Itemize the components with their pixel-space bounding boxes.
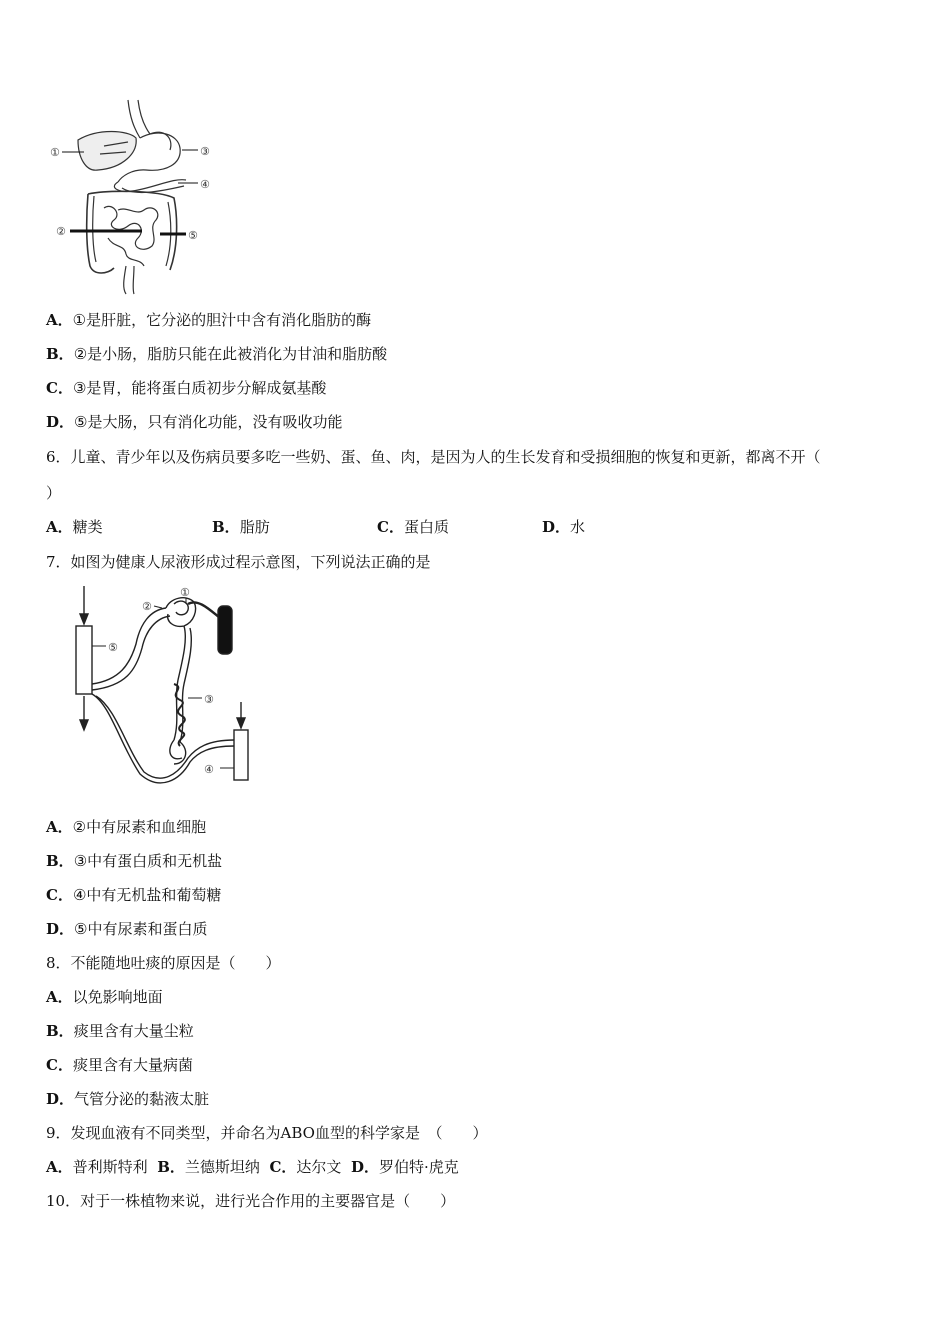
q9-option-c[interactable]: C．达尔文: [269, 1158, 342, 1176]
q6-option-c[interactable]: C．蛋白质: [377, 518, 449, 536]
nephron-label-5: ⑤: [108, 641, 118, 654]
q9-stem: 9．发现血液有不同类型，并命名为ABO血型的科学家是 （ ）: [46, 1124, 488, 1142]
q5-option-d[interactable]: D．⑤是大肠，只有消化功能，没有吸收功能: [46, 413, 343, 431]
figure-label-5: ⑤: [188, 229, 198, 242]
nephron-label-3: ③: [204, 693, 214, 706]
q7-option-a[interactable]: A．②中有尿素和血细胞: [46, 818, 207, 836]
q6-stem-end: ）: [46, 484, 62, 502]
q6-option-b[interactable]: B．脂肪: [212, 518, 270, 536]
q7-option-d[interactable]: D．⑤中有尿素和蛋白质: [46, 920, 208, 938]
q8-option-d[interactable]: D．气管分泌的黏液太脏: [46, 1090, 210, 1108]
figure-label-1: ①: [50, 146, 60, 159]
figure-label-2: ②: [56, 225, 66, 238]
q6-option-a[interactable]: A．糖类: [46, 518, 103, 536]
q5-option-a[interactable]: A．①是肝脏，它分泌的胆汁中含有消化脂肪的酶: [46, 311, 372, 329]
q9-option-d[interactable]: D．罗伯特·虎克: [350, 1158, 459, 1176]
q6-options: [46, 517, 585, 537]
q8-stem: 8．不能随地吐痰的原因是（ ）: [46, 954, 281, 972]
q10-stem: 10．对于一株植物来说，进行光合作用的主要器官是（ ）: [46, 1192, 456, 1210]
q8-option-a[interactable]: A．以免影响地面: [46, 988, 163, 1006]
q9-option-b[interactable]: B．兰德斯坦纳: [157, 1158, 260, 1176]
q7-stem: 7．如图为健康人尿液形成过程示意图，下列说法正确的是: [46, 553, 431, 571]
q8-option-b[interactable]: B．痰里含有大量尘粒: [46, 1022, 194, 1040]
q8-option-c[interactable]: C．痰里含有大量病菌: [46, 1056, 193, 1074]
nephron-label-1: ①: [180, 586, 190, 599]
q9-options: [46, 1157, 459, 1177]
nephron-label-2: ②: [142, 600, 152, 613]
figure-label-4: ④: [200, 178, 210, 191]
q5-option-b[interactable]: B．②是小肠，脂肪只能在此被消化为甘油和脂肪酸: [46, 345, 388, 363]
nephron-figure: [70, 584, 255, 789]
digestive-system-figure: [48, 98, 218, 296]
q6-stem: 6．儿童、青少年以及伤病员要多吃一些奶、蛋、鱼、肉，是因为人的生长发育和受损细胞的恢复和更新，都离不开（: [46, 448, 821, 466]
q9-option-a[interactable]: A．普利斯特利: [46, 1158, 148, 1176]
q7-option-c[interactable]: C．④中有无机盐和葡萄糖: [46, 886, 222, 904]
q5-option-c[interactable]: C．③是胃，能将蛋白质初步分解成氨基酸: [46, 379, 327, 397]
nephron-label-4: ④: [204, 763, 214, 776]
q7-option-b[interactable]: B．③中有蛋白质和无机盐: [46, 852, 223, 870]
q6-option-d[interactable]: D．水: [542, 518, 586, 536]
figure-label-3: ③: [200, 145, 210, 158]
